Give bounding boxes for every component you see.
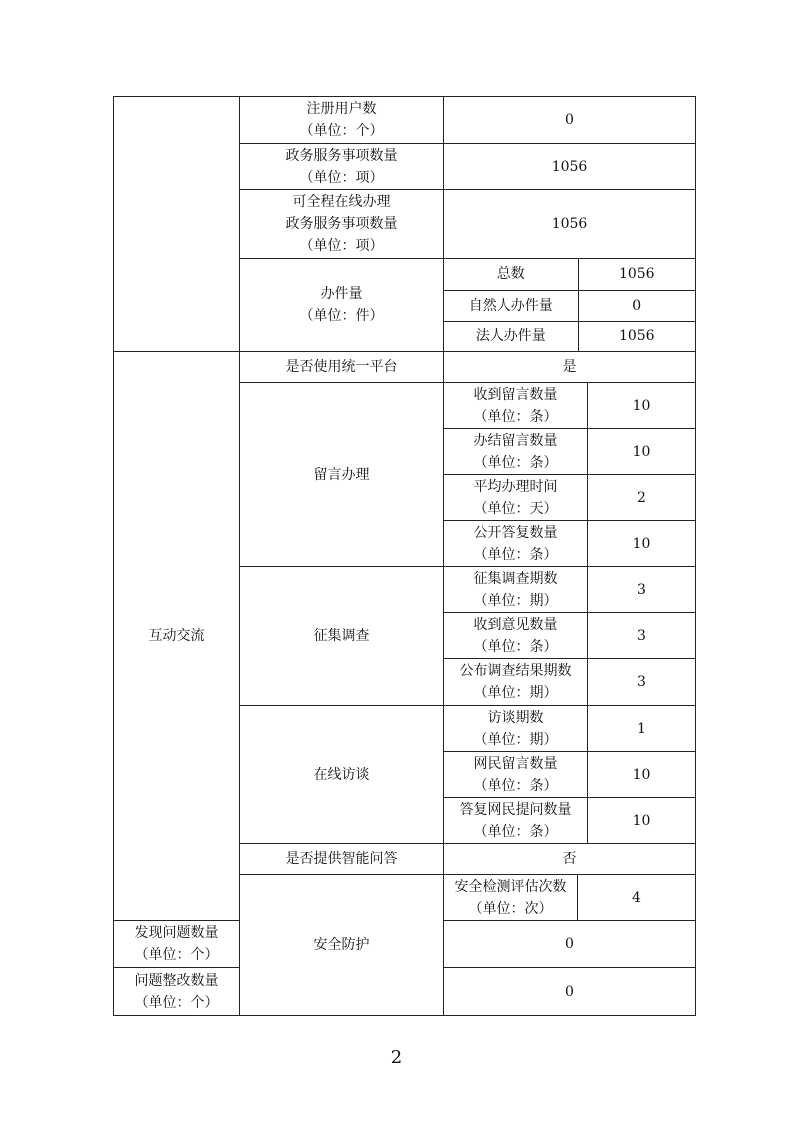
- messages-avg-time-label: 平均办理时间 （单位：天）: [444, 475, 588, 521]
- cases-label: 办件量 （单位：件）: [240, 259, 444, 352]
- survey-label: 征集调查: [240, 567, 444, 706]
- service-items-value: 1056: [444, 144, 696, 190]
- cases-total-value: 1056: [578, 259, 695, 290]
- table-row: [444, 321, 695, 351]
- security-section-label: 安全防护: [240, 875, 444, 1016]
- table-row: [114, 352, 696, 383]
- section-label-blank: [114, 97, 240, 352]
- interview-netizen-msgs-label: 网民留言数量 （单位：条）: [444, 752, 588, 798]
- page-number: 2: [390, 1047, 403, 1068]
- messages-avg-time-value: 2: [588, 475, 696, 521]
- security-issues-value: 0: [444, 921, 696, 968]
- registered-users-value: 0: [444, 97, 696, 144]
- table-row: [114, 97, 696, 144]
- statistics-table: [113, 96, 696, 1016]
- smart-qa-value: 否: [444, 844, 696, 875]
- survey-opinions-value: 3: [588, 613, 696, 659]
- messages-label: 留言办理: [240, 383, 444, 567]
- cases-subtable-cell: [444, 259, 696, 352]
- survey-opinions-label: 收到意见数量 （单位：条）: [444, 613, 588, 659]
- cases-natural-value: 0: [578, 290, 695, 321]
- smart-qa-label: 是否提供智能问答: [240, 844, 444, 875]
- interview-periods-label: 访谈期数 （单位：期）: [444, 706, 588, 752]
- table-row: [444, 259, 695, 290]
- cases-natural-label: 自然人办件量: [444, 290, 578, 321]
- survey-results-label: 公布调查结果期数 （单位：期）: [444, 659, 588, 706]
- unified-platform-label: 是否使用统一平台: [240, 352, 444, 383]
- cases-legal-value: 1056: [618, 328, 655, 345]
- messages-public-value: 10: [588, 521, 696, 567]
- interview-netizen-msgs-value: 10: [588, 752, 696, 798]
- security-checks-value: 4: [578, 875, 696, 921]
- interview-answers-value: 10: [588, 798, 696, 844]
- messages-received-label: 收到留言数量 （单位：条）: [444, 383, 588, 429]
- interview-answers-label: 答复网民提问数量 （单位：条）: [444, 798, 588, 844]
- online-service-items-label: 可全程在线办理 政务服务事项数量 （单位：项）: [240, 190, 444, 259]
- security-issues-label: 发现问题数量 （单位：个）: [114, 921, 240, 968]
- security-fixed-value: 0: [444, 968, 696, 1016]
- messages-received-value: 10: [588, 383, 696, 429]
- survey-periods-value: 3: [588, 567, 696, 613]
- service-items-label: 政务服务事项数量 （单位：项）: [240, 144, 444, 190]
- survey-results-value: 3: [588, 659, 696, 706]
- unified-platform-value: 是: [444, 352, 696, 383]
- interview-label: 在线访谈: [240, 706, 444, 844]
- survey-periods-label: 征集调查期数 （单位：期）: [444, 567, 588, 613]
- registered-users-label: 注册用户数 （单位：个）: [240, 97, 444, 144]
- messages-handled-value: 10: [588, 429, 696, 475]
- messages-public-label: 公开答复数量 （单位：条）: [444, 521, 588, 567]
- security-checks-label: 安全检测评估次数 （单位：次）: [444, 875, 578, 921]
- messages-handled-label: 办结留言数量 （单位：条）: [444, 429, 588, 475]
- interview-periods-value: 1: [588, 706, 696, 752]
- interaction-section-label: 互动交流: [114, 352, 240, 921]
- cases-subtable: [444, 259, 695, 351]
- table-row: [444, 290, 695, 321]
- cases-total-label: 总数: [444, 259, 578, 290]
- cases-legal-label: 法人办件量: [444, 321, 578, 351]
- security-fixed-label: 问题整改数量 （单位：个）: [114, 968, 240, 1016]
- online-service-items-value: 1056: [444, 190, 696, 259]
